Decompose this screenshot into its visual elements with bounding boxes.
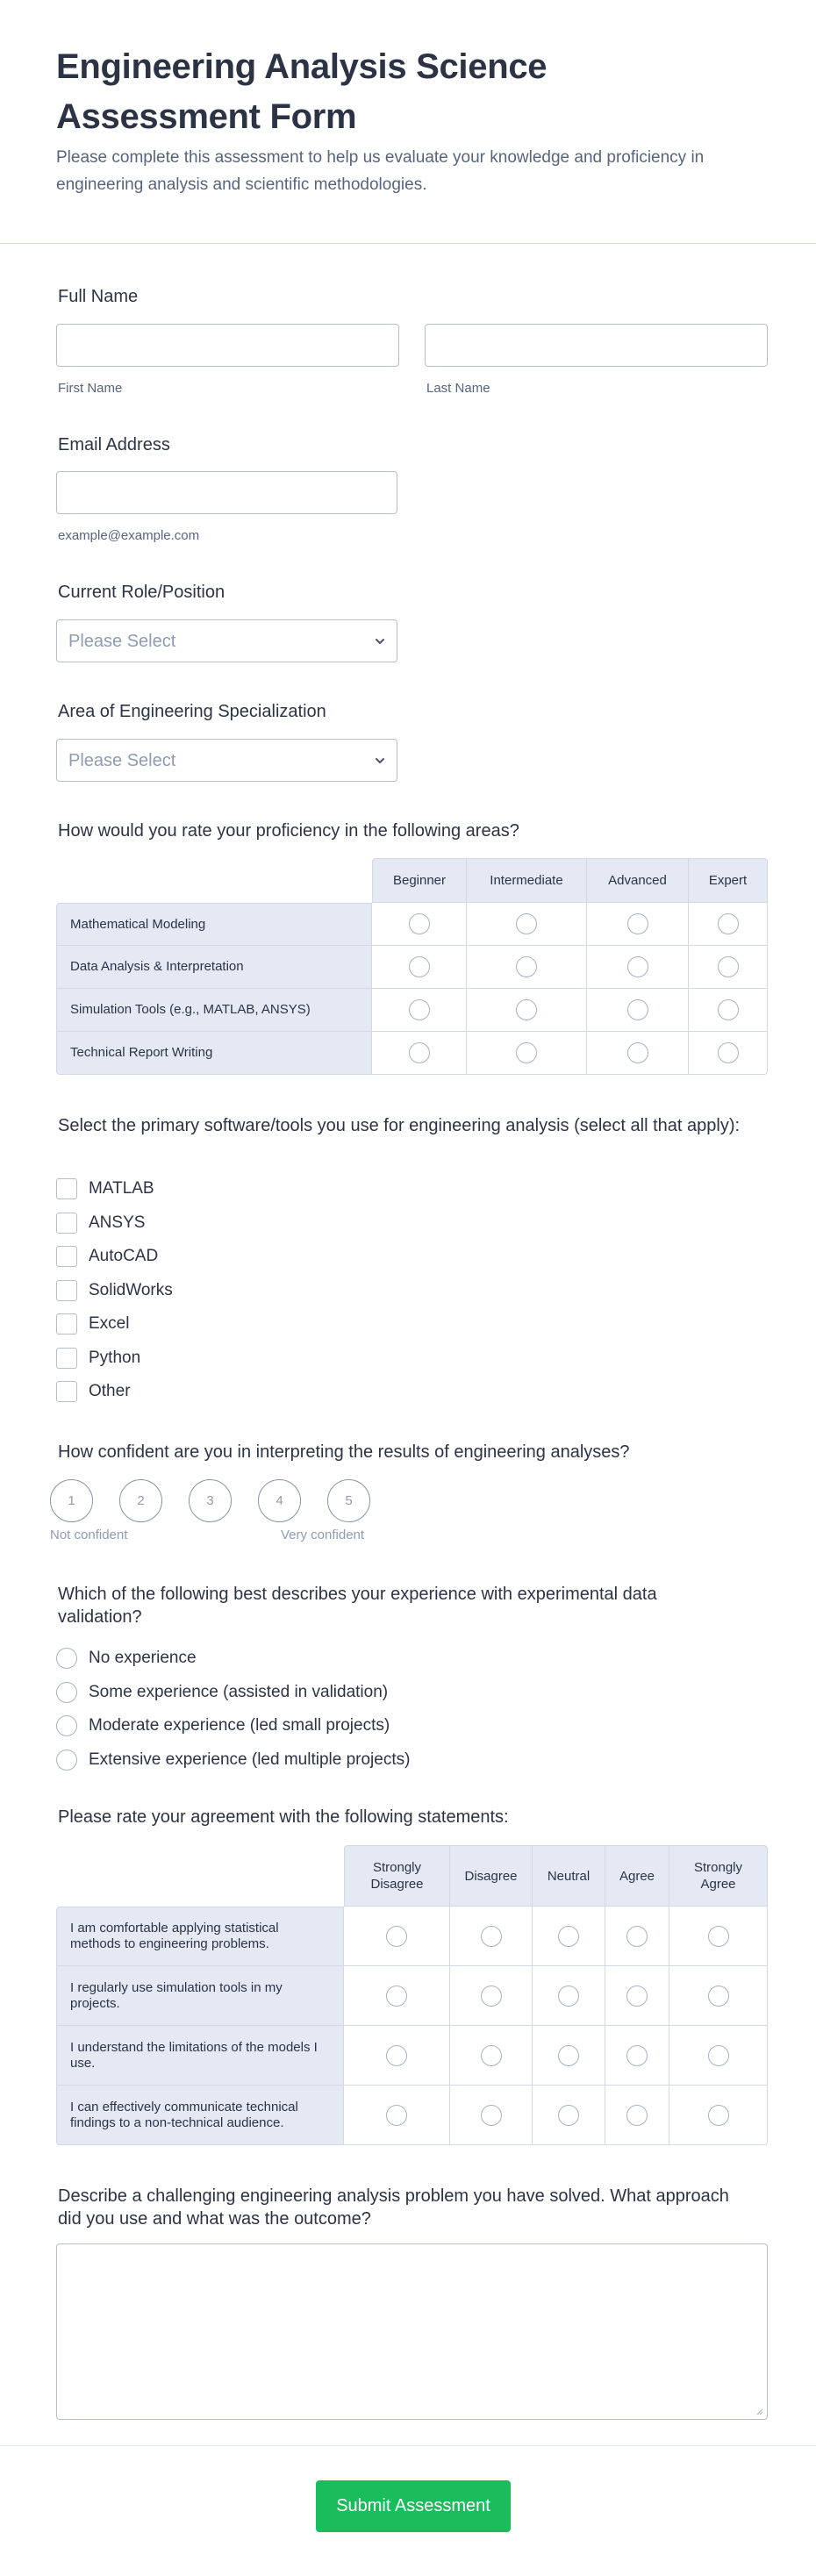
agreement-row-label: I am comfortable applying statistical methods to engineering problems. (56, 1907, 344, 1966)
table-row (56, 1966, 768, 2026)
form-header (56, 42, 723, 198)
radio-option[interactable] (626, 1986, 648, 2007)
checkbox[interactable] (56, 1246, 77, 1267)
agreement-row-label: I regularly use simulation tools in my projects. (56, 1966, 344, 2026)
checkbox[interactable] (56, 1213, 77, 1234)
radio-option[interactable] (516, 999, 537, 1020)
radio-option[interactable] (481, 2045, 502, 2066)
scale-option-3[interactable]: 3 (189, 1479, 232, 1522)
email-label: Email Address (58, 435, 170, 454)
specialization-placeholder: Please Select (68, 751, 176, 770)
header-divider (0, 243, 816, 244)
radio-option[interactable] (409, 956, 430, 977)
radio-option[interactable] (708, 2045, 729, 2066)
confidence-question: How confident are you in interpreting the results of engineering analyses? (58, 1442, 630, 1462)
checkbox-matlab[interactable]: MATLAB (56, 1172, 173, 1206)
scale-option-1[interactable]: 1 (50, 1479, 93, 1522)
radio-moderate-experience[interactable]: Moderate experience (led small projects) (56, 1709, 410, 1743)
radio-option[interactable] (708, 2105, 729, 2126)
validation-question: Which of the following best describes your experience with experimental data validation? (58, 1585, 657, 1627)
proficiency-col-beginner: Beginner (372, 858, 467, 903)
agreement-col-strongly-agree: Strongly Agree (669, 1845, 768, 1907)
radio-option[interactable] (409, 999, 430, 1020)
radio-some-experience[interactable]: Some experience (assisted in validation) (56, 1676, 410, 1710)
specialization-select[interactable] (56, 739, 397, 782)
radio-button[interactable] (56, 1750, 77, 1771)
radio-no-experience[interactable]: No experience (56, 1642, 410, 1676)
agreement-matrix (56, 1845, 768, 2145)
radio-option[interactable] (627, 999, 648, 1020)
problem-textarea[interactable] (56, 2243, 768, 2420)
radio-option[interactable] (627, 956, 648, 977)
radio-option[interactable] (409, 913, 430, 934)
proficiency-row-label: Technical Report Writing (56, 1032, 372, 1075)
radio-option[interactable] (626, 2105, 648, 2126)
specialization-label: Area of Engineering Specialization (58, 702, 326, 721)
checkbox[interactable] (56, 1178, 77, 1199)
agreement-row-label: I understand the limitations of the models I use. (56, 2026, 344, 2086)
table-row (56, 2026, 768, 2086)
table-row (56, 2086, 768, 2145)
page-subtitle: Please complete this assessment to help us evaluate your knowledge and proficiency in engineering analysis and scientific methodologies. (56, 148, 705, 194)
agreement-col-disagree: Disagree (450, 1845, 533, 1907)
problem-question: Describe a challenging engineering analysis problem you have solved. What approach did you use and what was the outcome? (58, 2186, 729, 2229)
radio-option[interactable] (708, 1926, 729, 1947)
role-label: Current Role/Position (58, 583, 225, 602)
radio-option[interactable] (516, 956, 537, 977)
checkbox-excel[interactable]: Excel (56, 1307, 173, 1342)
radio-option[interactable] (558, 2105, 579, 2126)
radio-option[interactable] (627, 913, 648, 934)
validation-radio-group (56, 1642, 410, 1777)
radio-option[interactable] (386, 1986, 407, 2007)
scale-max-label: Very confident (281, 1528, 365, 1542)
proficiency-row-label: Mathematical Modeling (56, 903, 372, 946)
radio-option[interactable] (718, 999, 739, 1020)
radio-option[interactable] (718, 956, 739, 977)
table-row (56, 989, 768, 1032)
proficiency-row-label: Data Analysis & Interpretation (56, 946, 372, 989)
chevron-down-icon (374, 755, 386, 767)
radio-option[interactable] (516, 1042, 537, 1063)
table-row (56, 1032, 768, 1075)
email-sublabel: example@example.com (58, 528, 200, 543)
checkbox[interactable] (56, 1280, 77, 1301)
agreement-question: Please rate your agreement with the following statements: (58, 1807, 509, 1827)
software-question: Select the primary software/tools you use for engineering analysis (select all that apply): (58, 1116, 741, 1135)
last-name-sublabel: Last Name (426, 381, 490, 396)
role-select[interactable] (56, 619, 397, 662)
resize-handle-icon[interactable] (756, 2408, 763, 2415)
agreement-col-agree: Agree (605, 1845, 669, 1907)
radio-option[interactable] (481, 1926, 502, 1947)
table-row (56, 1907, 768, 1966)
proficiency-matrix (56, 858, 768, 1075)
checkbox-python[interactable]: Python (56, 1342, 173, 1376)
checkbox-solidworks[interactable]: SolidWorks (56, 1274, 173, 1308)
email-input[interactable] (56, 471, 397, 514)
page-title: Engineering Analysis Science Assessment Form (56, 47, 548, 136)
proficiency-question: How would you rate your proficiency in the following areas? (58, 821, 519, 841)
footer-divider (0, 2445, 816, 2446)
table-row (56, 903, 768, 946)
radio-option[interactable] (558, 1926, 579, 1947)
radio-button[interactable] (56, 1715, 77, 1736)
full-name-label: Full Name (58, 287, 139, 306)
checkbox-other[interactable]: Other (56, 1375, 173, 1409)
proficiency-col-expert: Expert (689, 858, 768, 903)
chevron-down-icon (374, 635, 386, 648)
radio-option[interactable] (386, 1926, 407, 1947)
software-checkbox-group (56, 1172, 173, 1409)
scale-option-2[interactable]: 2 (119, 1479, 162, 1522)
submit-button[interactable]: Submit Assessment (316, 2480, 511, 2532)
agreement-row-label: I can effectively communicate technical findings to a non-technical audience. (56, 2086, 344, 2145)
table-row (56, 946, 768, 989)
radio-option[interactable] (627, 1042, 648, 1063)
proficiency-row-label: Simulation Tools (e.g., MATLAB, ANSYS) (56, 989, 372, 1032)
radio-extensive-experience[interactable]: Extensive experience (led multiple projects) (56, 1743, 410, 1778)
radio-option[interactable] (708, 1986, 729, 2007)
first-name-input[interactable] (56, 324, 399, 367)
checkbox[interactable] (56, 1348, 77, 1369)
radio-option[interactable] (558, 2045, 579, 2066)
radio-option[interactable] (481, 1986, 502, 2007)
last-name-input[interactable] (425, 324, 768, 367)
checkbox[interactable] (56, 1313, 77, 1335)
role-placeholder: Please Select (68, 632, 176, 651)
radio-option[interactable] (516, 913, 537, 934)
checkbox-ansys[interactable]: ANSYS (56, 1206, 173, 1241)
radio-option[interactable] (558, 1986, 579, 2007)
first-name-sublabel: First Name (58, 381, 123, 396)
radio-option[interactable] (386, 2045, 407, 2066)
radio-option[interactable] (626, 1926, 648, 1947)
radio-option[interactable] (718, 913, 739, 934)
scale-min-label: Not confident (50, 1528, 128, 1542)
radio-button[interactable] (56, 1648, 77, 1669)
radio-option[interactable] (409, 1042, 430, 1063)
checkbox[interactable] (56, 1381, 77, 1402)
radio-option[interactable] (718, 1042, 739, 1063)
scale-option-5[interactable]: 5 (327, 1479, 370, 1522)
agreement-col-strongly-disagree: Strongly Disagree (344, 1845, 450, 1907)
radio-option[interactable] (386, 2105, 407, 2126)
confidence-scale (50, 1479, 397, 1522)
radio-option[interactable] (626, 2045, 648, 2066)
proficiency-col-advanced: Advanced (587, 858, 689, 903)
scale-option-4[interactable]: 4 (258, 1479, 301, 1522)
radio-option[interactable] (481, 2105, 502, 2126)
agreement-col-neutral: Neutral (533, 1845, 605, 1907)
radio-button[interactable] (56, 1682, 77, 1703)
checkbox-autocad[interactable]: AutoCAD (56, 1240, 173, 1274)
proficiency-col-intermediate: Intermediate (467, 858, 587, 903)
